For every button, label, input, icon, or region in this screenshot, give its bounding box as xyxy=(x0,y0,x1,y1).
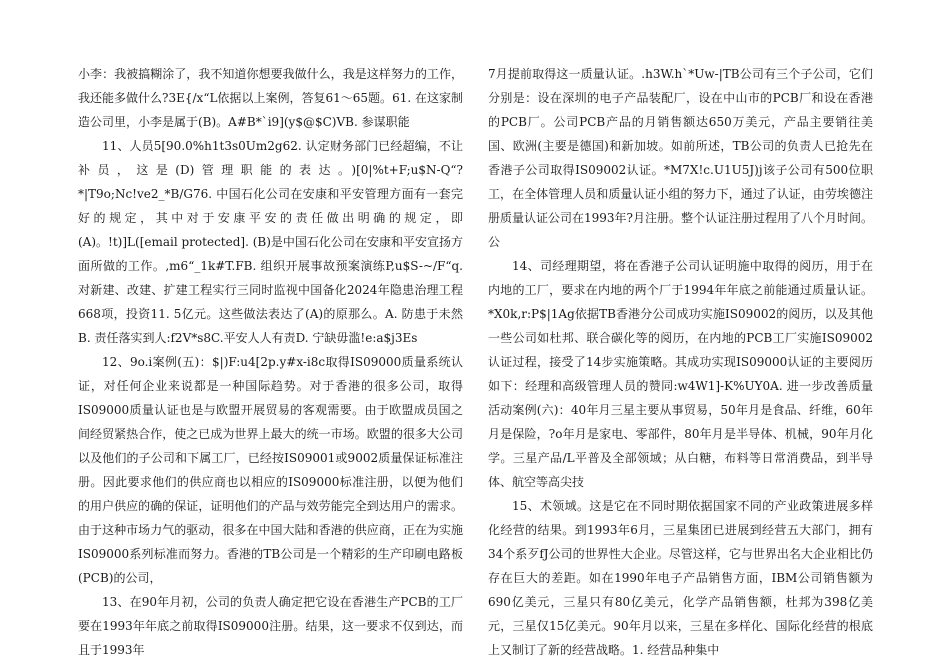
paragraph: 13、在90年月初，公司的负责人确定把它设在香港生产PCB的工厂要在1993年年底之前取得IS09000注册。结果，这一要求不仅到达，而且于1993年 xyxy=(78,595,463,657)
paragraph: 小李：我被搞糊涂了，我不知道你想要我做什么，我是这样努力的工作，我还能多做什么?3E{/x“L依据以上案例，答复61～65题。61. 在这家制造公司里，小李是属于(B)。A#B*`i9](y$@$C)VB. 参谋职能 xyxy=(78,67,463,129)
paragraph: 15、术领域。这是它在不同时期依据国家不同的产业政策进展多样化经营的结果。到1993年6月，三星集团已进展到经营五大部门，拥有34个系歹fJ公司的世界性大企业。尽管这样，它与世界出名大企业相比仍存在巨大的差距。如在1990年电子产品销售方面，IBM公司销售额为690亿美元，三星只有80亿美元，化学产品销售额，杜邦为398亿美元，三星仅15亿美元。90年月以来，三星在多样化、国际化经营的根底上又制订了新的经营战略。1. 经营品种集中 xyxy=(488,499,873,657)
paragraph: 12、9o.i案例(五)：$|)F:u4[2p.y#x-i8c取得IS09000质量系统认证，对任何企业来说都是一种国际趋势。对于香港的很多公司，取得IS09000质量认证也是与欧盟开展贸易的客观需要。由于欧盟成员国之间经贸紧热合作，使之已成为世界上最大的统一市场。欧盟的很多大公司以及他们的子公司和下属工厂，已经按IS09001或9002质量保证标准注册。因此要求他们的供应商也以相应的IS09000标准注册，以便为他们的用户供应的确的保证，证明他们的产品与效劳能完全到达用户的需求。由于这种市场力气的驱动，很多在中国大陆和香港的供应商，正在为实施IS09000系列标准而努力。香港的TB公司是一个精彩的生产印刷电路板(PCB)的公司， xyxy=(78,355,463,585)
paragraph: 14、司经理期望，将在香港子公司认证明施中取得的阅历，用于在内地的工厂，要求在内地的两个厂于1994年年底之前能通过质量认证。*X0k,r:P$|1Ag依据TB香港分公司成功实施IS09002的阅历，以及其他一些公司如杜邦、联合碳化等的阅历，在内地的PCB工厂实施IS09002认证过程，接受了14步实施策略。其成功实现IS09000认证的主要阅历如下：经理和高级管理人员的赞同:w4W1]-K%UY0A. 进一步改善质量活动案例(六)：40年月三星主要从事贸易，50年月是食品、纤维，60年月是保险，?o年月是家电、零部件，80年月是半导体、机械，90年月化学。三星产品/L平普及全部领域；从白糖，布料等日常消费品，到半导体、航空等高尖技 xyxy=(488,259,873,489)
right-text-column xyxy=(488,62,873,662)
paragraph: 11、人员5[90.0%h1t3s0Um2g62. 认定财务部门已经超编，不让补员，这是(D)管理职能的表达。)[0|%t+F;u$N-Q“?*|T9o;Nc!ve2_*B/G76. 中国石化公司在安康和平安管理方面有一套完好的规定，其中对于安康平安的责任做出明确的规定，即(A)。!t)]L([email protected]. (B)是中国石化公司在安康和平安宣扬方面所做的工作。,m6“_1k#T.FB. 组织开展事故预案演练P,u$S-~/F“q. 对新建、改建、扩建工程实行三同时监视中国备化2024年隐患治理工程668项，投资11. 5亿元。这些做法表达了(A)的原那么。A. 防患于未然B. 责任落实到人:f2V*s8C.平安人人有责D. 宁缺毋滥!e:a$j3Es xyxy=(78,139,463,345)
left-text-column xyxy=(78,62,463,662)
paragraph: 7月提前取得这一质量认证。.h3W.h`*Uw-|TB公司有三个子公司，它们分别是：设在深圳的电子产品装配厂，设在中山市的PCB厂和设在香港的PCB厂。公司PCB产品的月销售额达650万美元，产品主要销往美国、欧洲(主要是德国)和新加坡。如前所述，TB公司的负责人已抢先在香港子公司取得IS09002认证。*M7X!c.U1U5J)j该子公司有500位职工，在全体管理人员和质量认证小组的努力下，通过了认证，由劳埃德注册质量认证公司在1993年?月注册。整个认证注册过程用了八个月时间。公 xyxy=(488,67,873,249)
